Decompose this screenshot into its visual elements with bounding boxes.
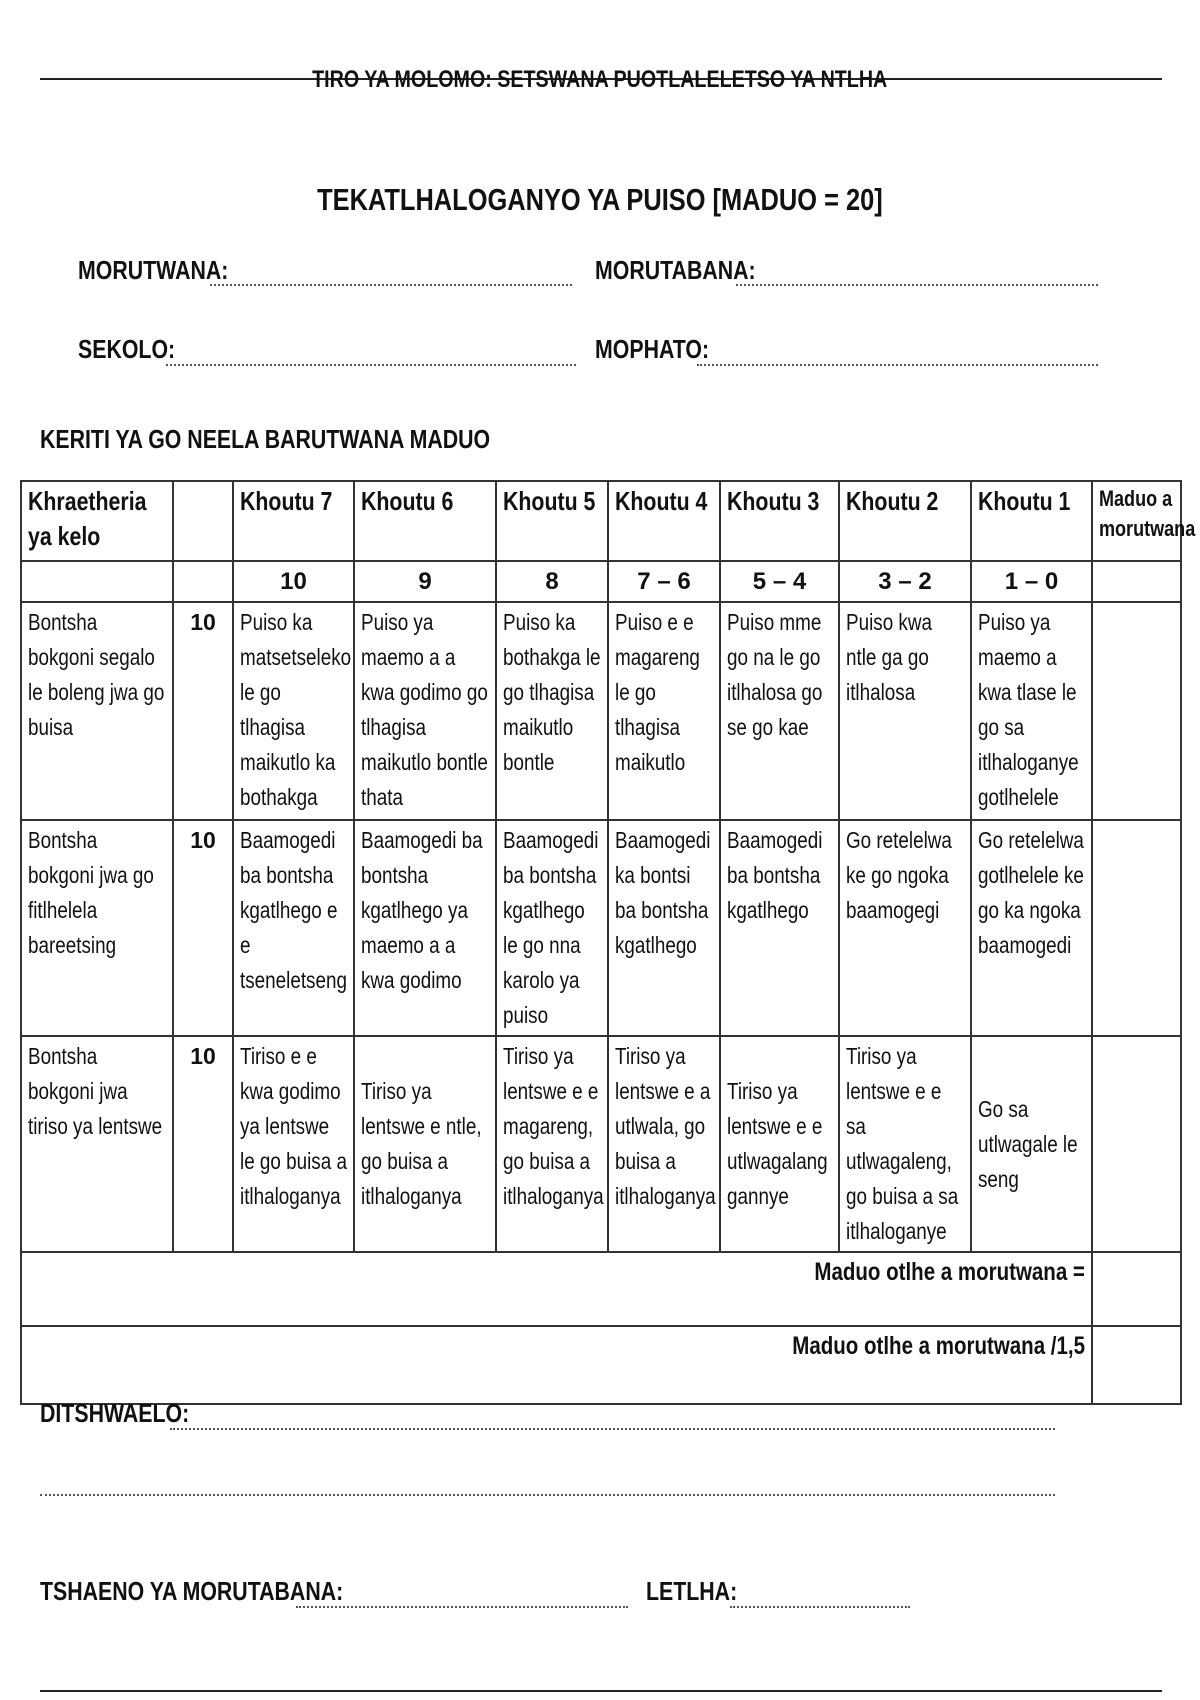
criterion-row-reading-quality — [21, 602, 1181, 820]
learner-mark-input[interactable] — [1092, 1036, 1181, 1252]
comments-field-line-1[interactable] — [170, 1428, 1055, 1430]
descriptor-cell: Go retelelwa ke go ngoka baamogegi — [839, 820, 971, 1036]
descriptor-cell: Baamogedi ba bontsha kgatlhego — [720, 820, 839, 1036]
bottom-rule — [40, 1690, 1162, 1692]
criterion-cell: Bontsha bokgoni jwa tiriso ya lentswe — [21, 1036, 173, 1252]
descriptor-cell: Puiso ya maemo a kwa tlase le go sa itlhaloganye gotlhelele — [971, 602, 1092, 820]
school-label: SEKOLO: — [78, 334, 176, 364]
header-title-text: TIRO YA MOLOMO: SETSWANA PUOTLALELETSO YA NTLHA — [312, 66, 888, 93]
level-header-2: Khoutu 2 — [839, 481, 971, 561]
score-range-4: 7 – 6 — [608, 561, 720, 602]
descriptor-cell: Baamogedi ba bontsha kgatlhego le go nna karolo ya puiso — [496, 820, 608, 1036]
teacher-field[interactable] — [736, 284, 1098, 286]
descriptor-cell: Tiriso ya lentswe e e utlwagalang gannye — [720, 1036, 839, 1252]
school-field[interactable] — [166, 364, 576, 366]
level-header-3: Khoutu 3 — [720, 481, 839, 561]
scaled-total-label: Maduo otlhe a morutwana /1,5 — [21, 1326, 1092, 1404]
criterion-row-voice — [21, 1036, 1181, 1252]
date-field[interactable] — [730, 1606, 910, 1608]
max-mark: 10 — [173, 602, 233, 820]
learner-marks-header: Maduo a morutwana — [1092, 481, 1181, 561]
comments-label: DITSHWAELO: — [40, 1398, 190, 1428]
total-label: Maduo otlhe a morutwana = — [21, 1252, 1092, 1326]
level-header-4: Khoutu 4 — [608, 481, 720, 561]
descriptor-cell: Tiriso e e kwa godimo ya lentswe le go buisa a itlhaloganya — [233, 1036, 354, 1252]
learner-label: MORUTWANA: — [78, 255, 229, 285]
level-header-5: Khoutu 5 — [496, 481, 608, 561]
rubric-heading: KERITI YA GO NEELA BARUTWANA MADUO — [40, 424, 491, 454]
descriptor-cell: Puiso ya maemo a a kwa godimo go tlhagisa maikutlo bontle thata — [354, 602, 496, 820]
level-header-7: Khoutu 7 — [233, 481, 354, 561]
max-header — [173, 481, 233, 561]
date-label: LETLHA: — [646, 1576, 738, 1606]
score-range-2: 3 – 2 — [839, 561, 971, 602]
score-range-row — [21, 561, 1181, 602]
criteria-header: Khraetheria ya kelo — [21, 481, 173, 561]
scaled-total-row — [21, 1326, 1181, 1404]
form-title — [0, 182, 1200, 218]
rubric-table — [20, 480, 1196, 1405]
total-mark-input[interactable] — [1092, 1252, 1181, 1326]
score-range-6: 9 — [354, 561, 496, 602]
criterion-row-audience — [21, 820, 1181, 1036]
grade-label: MOPHATO: — [595, 334, 710, 364]
scaled-total-input[interactable] — [1092, 1326, 1181, 1404]
score-range-3: 5 – 4 — [720, 561, 839, 602]
descriptor-cell: Tiriso ya lentswe e a utlwala, go buisa a itlhaloganya — [608, 1036, 720, 1252]
score-range-7: 10 — [233, 561, 354, 602]
descriptor-cell: Puiso ka bothakga le go tlhagisa maikutlo bontle — [496, 602, 608, 820]
level-header-1: Khoutu 1 — [971, 481, 1092, 561]
signature-label: TSHAENO YA MORUTABANA: — [40, 1576, 344, 1606]
grade-field[interactable] — [697, 364, 1098, 366]
form-title-text: TEKATLHALOGANYO YA PUISO [MADUO = 20] — [317, 182, 883, 217]
descriptor-cell: Go sa utlwagale le seng — [971, 1036, 1092, 1252]
max-mark: 10 — [173, 820, 233, 1036]
header-title — [0, 66, 1200, 94]
score-range-5: 8 — [496, 561, 608, 602]
max-mark: 10 — [173, 1036, 233, 1252]
descriptor-cell: Go retelelwa gotlhelele ke go ka ngoka baamogedi — [971, 820, 1092, 1036]
learner-mark-input[interactable] — [1092, 602, 1181, 820]
descriptor-cell: Baamogedi ka bontsi ba bontsha kgatlhego — [608, 820, 720, 1036]
descriptor-cell: Tiriso ya lentswe e e magareng, go buisa a itlhaloganya — [496, 1036, 608, 1252]
rubric-header-row — [21, 481, 1181, 561]
descriptor-cell: Baamogedi ba bontsha kgatlhego e e tseneletseng — [233, 820, 354, 1036]
teacher-label: MORUTABANA: — [595, 255, 756, 285]
descriptor-cell: Tiriso ya lentswe e ntle, go buisa a itlhaloganya — [354, 1036, 496, 1252]
learner-field[interactable] — [210, 284, 572, 286]
descriptor-cell: Puiso ka matsetseleko le go tlhagisa maikutlo ka bothakga — [233, 602, 354, 820]
descriptor-cell: Tiriso ya lentswe e e sa utlwagaleng, go buisa a sa itlhaloganye — [839, 1036, 971, 1252]
descriptor-cell: Puiso kwa ntle ga go itlhalosa — [839, 602, 971, 820]
total-row — [21, 1252, 1181, 1326]
criterion-cell: Bontsha bokgoni jwa go fitlhelela bareetsing — [21, 820, 173, 1036]
signature-field[interactable] — [296, 1606, 628, 1608]
descriptor-cell: Baamogedi ba bontsha kgatlhego ya maemo a a kwa godimo — [354, 820, 496, 1036]
descriptor-cell: Puiso e e magareng le go tlhagisa maikutlo — [608, 602, 720, 820]
criterion-cell: Bontsha bokgoni segalo le boleng jwa go buisa — [21, 602, 173, 820]
descriptor-cell: Puiso mme go na le go itlhalosa go se go kae — [720, 602, 839, 820]
learner-mark-input[interactable] — [1092, 820, 1181, 1036]
score-range-1: 1 – 0 — [971, 561, 1092, 602]
comments-field-line-2[interactable] — [40, 1494, 1055, 1496]
level-header-6: Khoutu 6 — [354, 481, 496, 561]
